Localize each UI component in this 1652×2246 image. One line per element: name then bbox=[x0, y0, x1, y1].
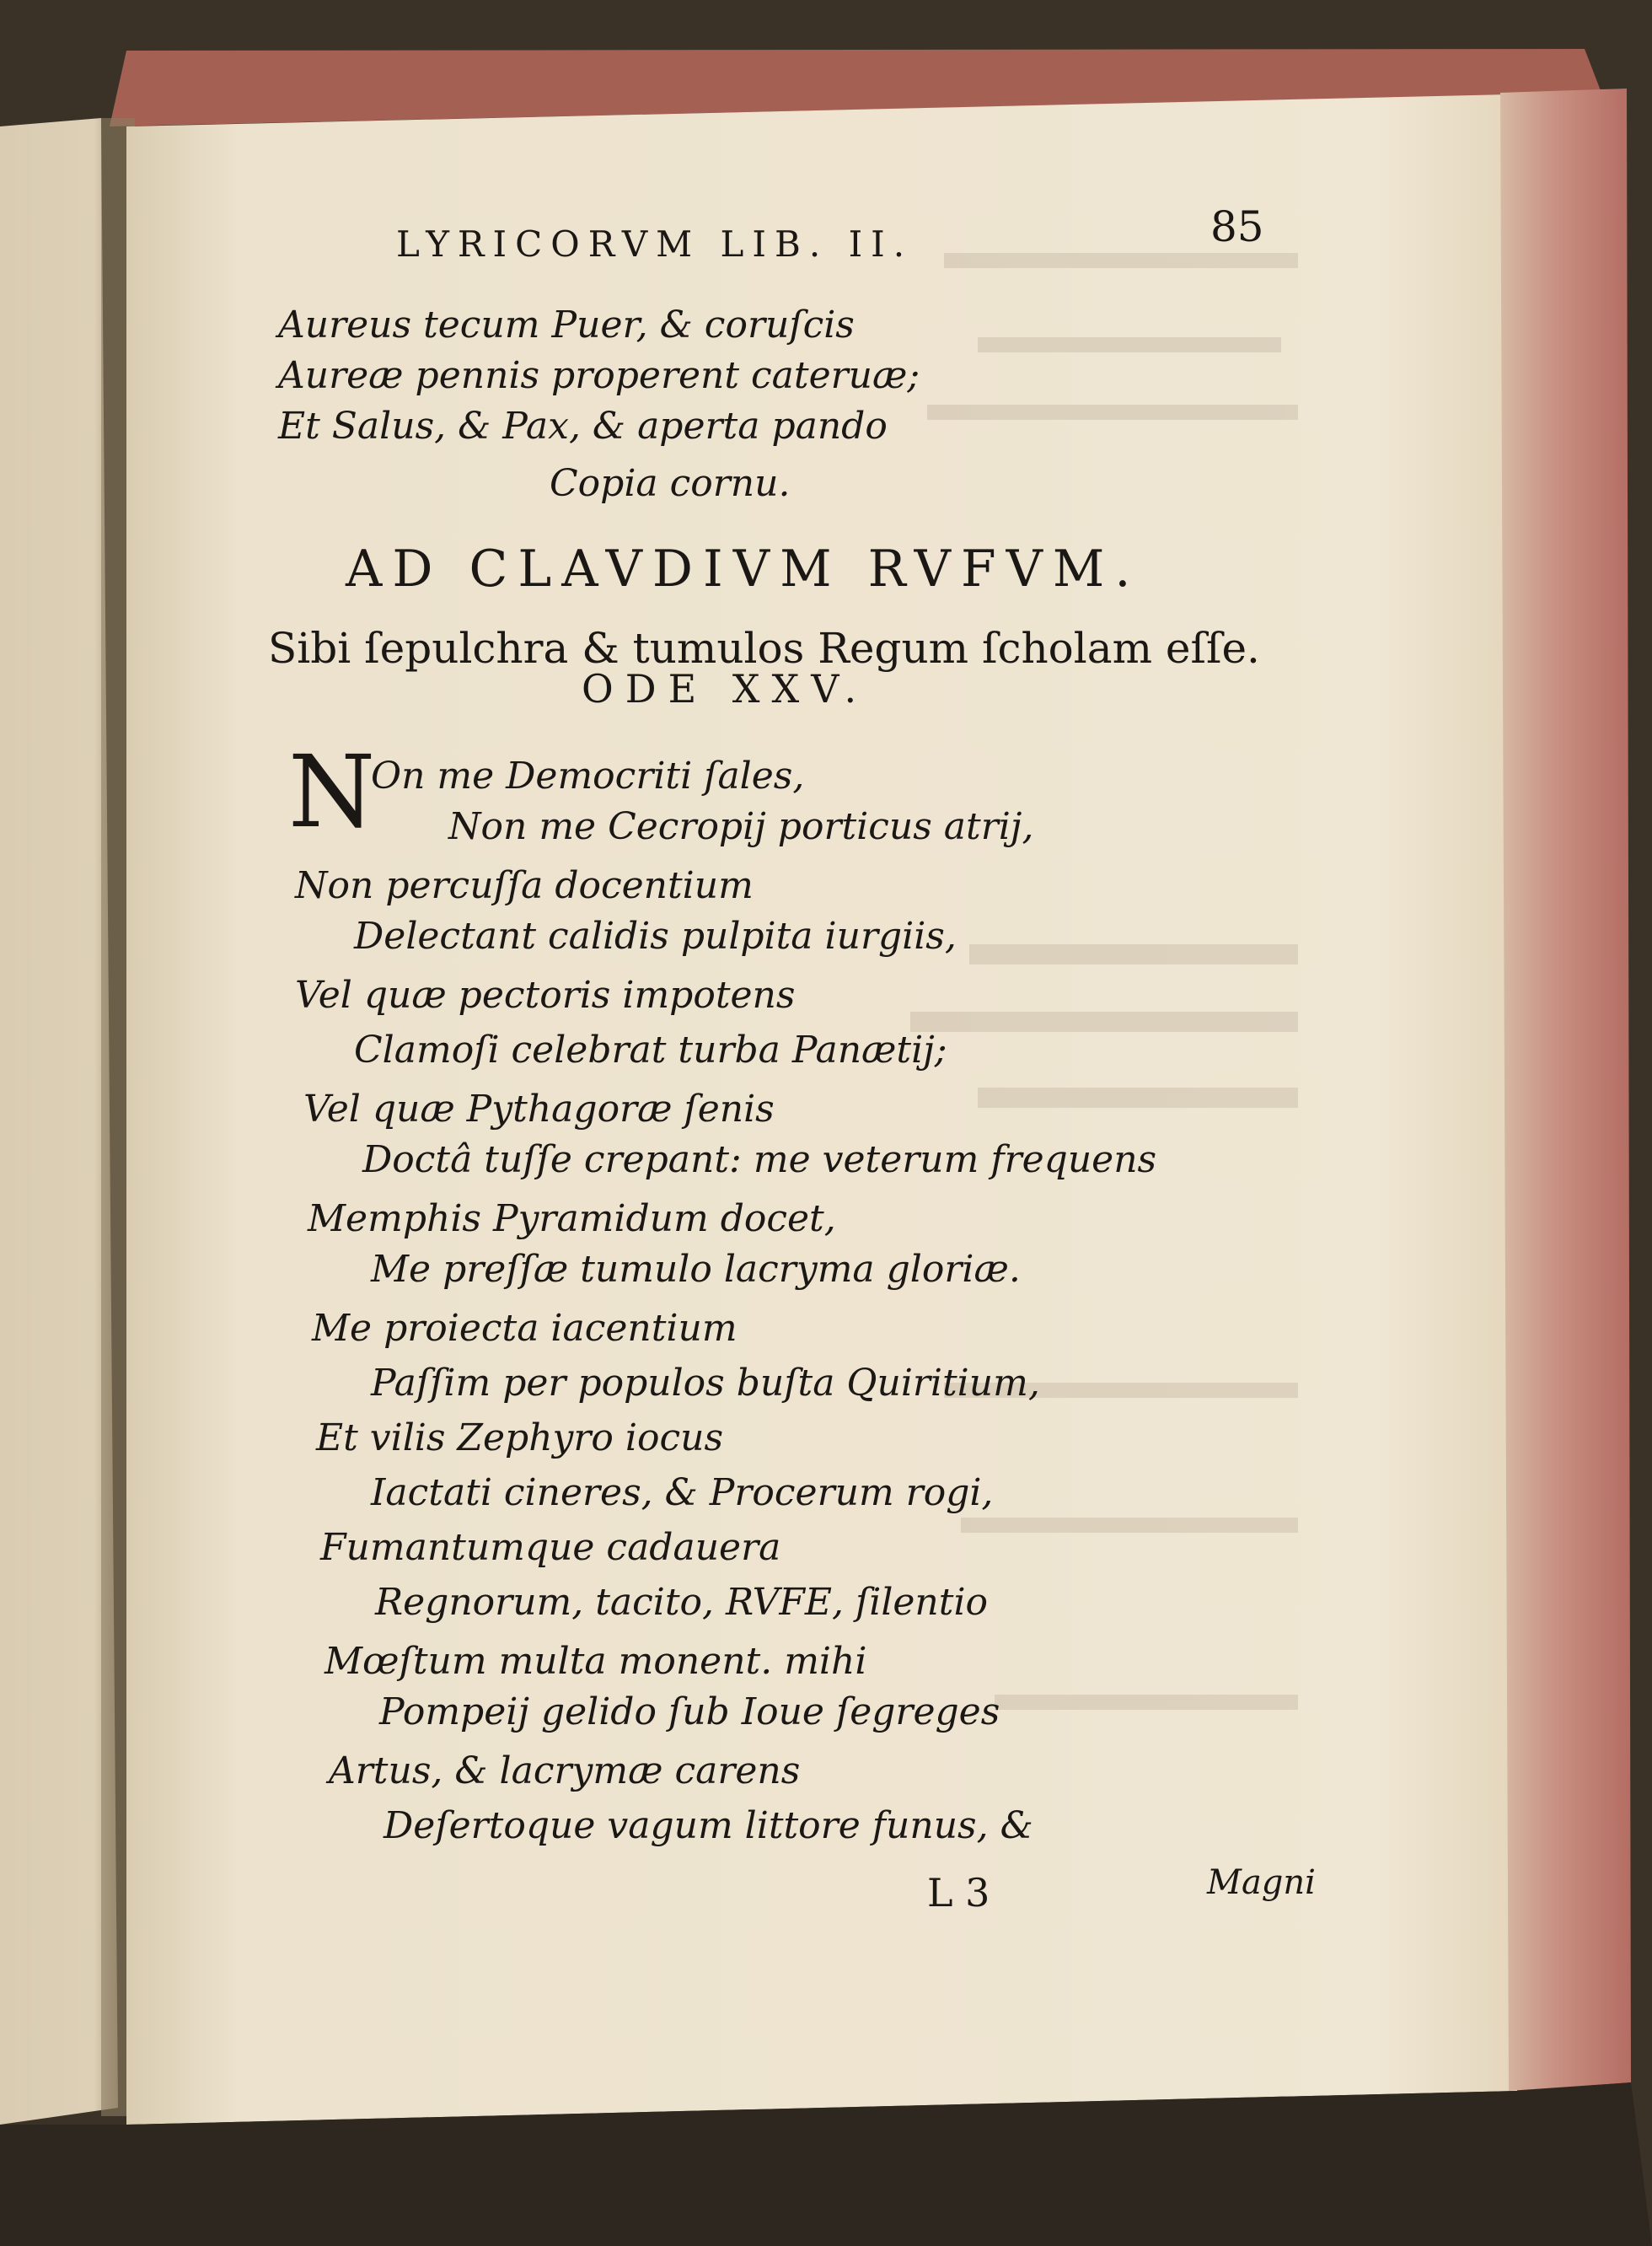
verse-line: Artus, & lacrymæ carens bbox=[329, 1749, 801, 1792]
verse-line: Aureus tecum Puer, & coruſcis bbox=[278, 304, 855, 347]
verse-line: Et vilis Zephyro iocus bbox=[316, 1416, 724, 1459]
verse-line: Doctâ tuſſe crepant: me veterum frequens bbox=[362, 1138, 1157, 1181]
verse-line: Me preſſæ tumulo lacryma gloriæ. bbox=[371, 1248, 1021, 1291]
verse-line: Paſſim per populos buſta Quiritium, bbox=[371, 1362, 1040, 1405]
signature-mark: L 3 bbox=[927, 1870, 990, 1916]
verse-line: Me proiecta iacentium bbox=[312, 1307, 738, 1350]
ode-title: AD CLAVDIVM RVFVM. bbox=[346, 540, 1141, 599]
verse-line: Copia cornu. bbox=[550, 462, 791, 505]
verse-line: Regnorum, tacito, RVFE, ſilentio bbox=[375, 1581, 989, 1624]
ode-number: ODE XXV. bbox=[582, 666, 869, 712]
verse-line: Fumantumque cadauera bbox=[320, 1526, 781, 1569]
verse-line: Mœſtum multa monent. mihi bbox=[324, 1640, 867, 1683]
verse-line: Deſertoque vagum littore funus, & bbox=[384, 1804, 1033, 1847]
page-number: 85 bbox=[1210, 202, 1264, 251]
verse-line: Iactati cineres, & Procerum rogi, bbox=[371, 1471, 994, 1514]
verse-line: Memphis Pyramidum docet, bbox=[308, 1197, 836, 1240]
verse-line: Non percuſſa docentium bbox=[295, 864, 754, 907]
ode-subtitle: Sibi ſepulchra & tumulos Regum ſcholam eſſe. bbox=[268, 624, 1260, 673]
verse-line: Vel quæ pectoris impotens bbox=[295, 974, 796, 1017]
verse-line: Vel quæ Pythagoræ ſenis bbox=[303, 1088, 775, 1131]
verse-line: On me Democriti ſales, bbox=[371, 755, 805, 798]
verse-line: Delectant calidis pulpita iurgiis, bbox=[354, 915, 957, 958]
verse-line: Non me Cecropij porticus atrij, bbox=[448, 805, 1034, 848]
running-head: LYRICORVM LIB. II. bbox=[396, 223, 914, 265]
verse-line: Clamoſi celebrat turba Panætij; bbox=[354, 1029, 947, 1072]
drop-cap: N bbox=[288, 733, 376, 850]
verse-line: Et Salus, & Pax, & aperta pando bbox=[278, 405, 888, 448]
verse-line: Aureæ pennis properent cateruæ; bbox=[278, 354, 920, 397]
catchword: Magni bbox=[1207, 1863, 1316, 1902]
verse-line: Pompeij gelido ſub Ioue ſegreges bbox=[379, 1690, 1000, 1733]
